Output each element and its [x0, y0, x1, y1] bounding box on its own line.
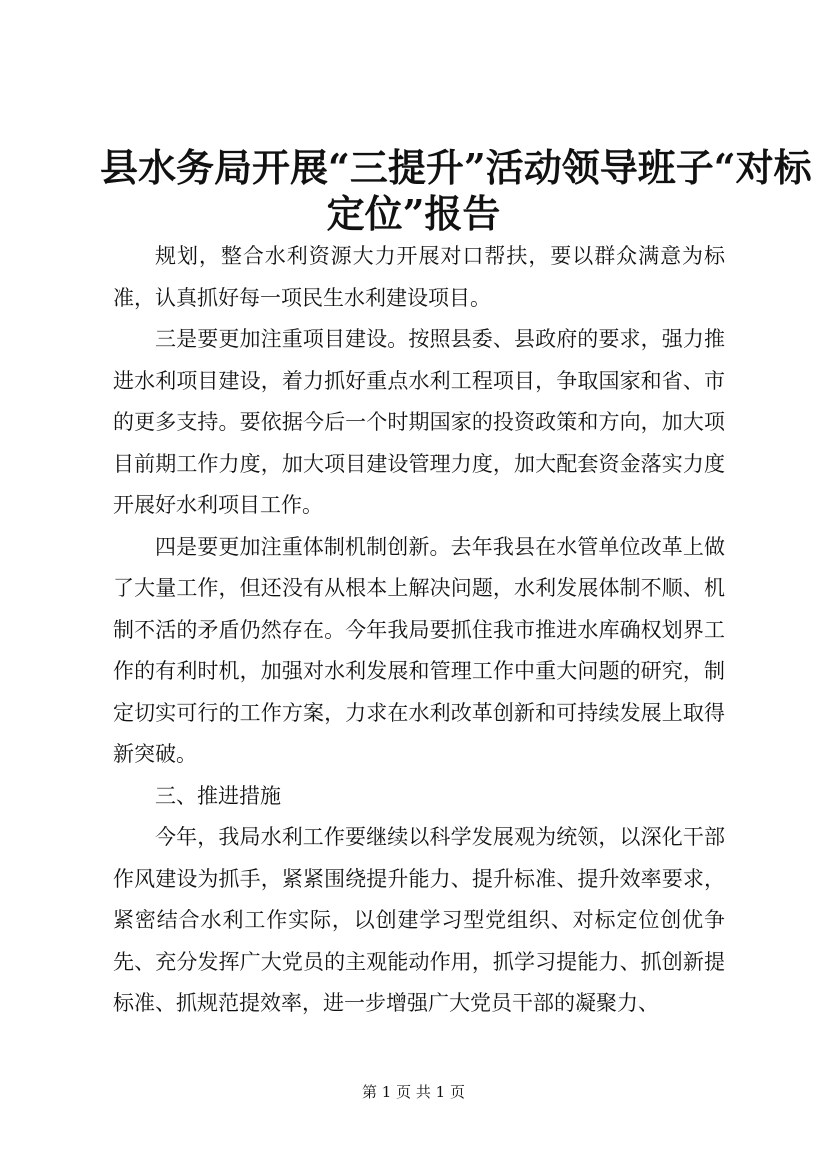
page-footer: 第 1 页 共 1 页 — [362, 1083, 465, 1101]
document-title — [100, 145, 812, 237]
paragraph-1: 规划，整合水利资源大力开展对口帮扶，要以群众满意为标准，认真抓好每一项民生水利建设项目。 — [113, 244, 725, 310]
document-body — [113, 236, 725, 1025]
section-heading: 三、推进措施 — [155, 783, 281, 808]
title-line-1: 县水务局开展“三提升”活动领导班子“对标 — [100, 145, 812, 190]
paragraph-4: 今年，我局水利工作要继续以科学发展观为统领，以深化干部作风建设为抓手，紧紧围绕提升能力、提升标准、提升效率要求，紧密结合水利工作实际，以创建学习型党组织、对标定位创优争先、充分发挥广大党员的主观能动作用，抓学习提能力、抓创新提标准、抓规范提效率，进一步增强广大党员干部的凝聚力、 — [113, 825, 725, 1015]
title-line-2: 定位”报告 — [326, 191, 501, 236]
paragraph-2: 三是要更加注重项目建设。按照县委、县政府的要求，强力推进水利项目建设，着力抓好重点水利工程项目，争取国家和省、市的更多支持。要依据今后一个时期国家的投资政策和方向，加大项目前期工作力度，加大项目建设管理力度，加大配套资金落实力度开展好水利项目工作。 — [113, 327, 725, 517]
paragraph-3: 四是要更加注重体制机制创新。去年我县在水管单位改革上做了大量工作，但还没有从根本上解决问题，水利发展体制不顺、机制不活的矛盾仍然存在。今年我局要抓住我市推进水库确权划界工作的有利时机，加强对水利发展和管理工作中重大问题的研究，制定切实可行的工作方案，力求在水利改革创新和可持续发展上取得新突破。 — [113, 534, 725, 766]
